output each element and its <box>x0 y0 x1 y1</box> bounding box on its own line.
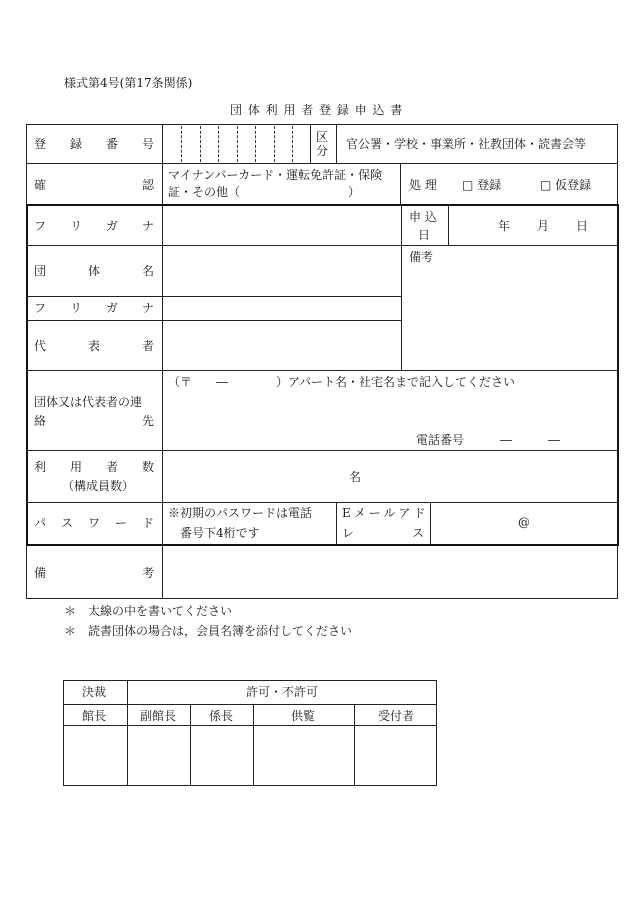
digit-divider <box>292 126 293 162</box>
approval-col-divider <box>127 680 128 786</box>
approval-col-circulation: 供覧 <box>291 709 316 723</box>
note-member-list: ＊ 読書団体の場合は，会員名簿を添付してください <box>64 624 353 638</box>
representative-label: 代 表 者 <box>34 339 154 353</box>
digit-divider <box>200 126 201 162</box>
member-count-label: （構成員数） <box>62 479 135 493</box>
approval-kessai-label: 決裁 <box>82 685 107 699</box>
approval-col-chief: 係長 <box>209 709 234 723</box>
user-count-label: 利 用 者 数 <box>34 460 154 474</box>
digit-divider <box>181 126 182 162</box>
verification-label: 確 認 <box>34 178 154 192</box>
digit-divider <box>218 126 219 162</box>
email-at-sign[interactable]: @ <box>518 515 530 529</box>
representative-furigana-label: フ リ ガ ナ <box>34 301 154 315</box>
group-name-label: 団 体 名 <box>34 264 154 278</box>
phone-number-field[interactable]: 電話番号 ― ― <box>416 433 561 447</box>
approval-decision[interactable]: 許可・不許可 <box>246 685 319 699</box>
digit-divider <box>274 126 275 162</box>
email-label-line2: レ ス <box>342 526 424 540</box>
form-title: 団 体 利 用 者 登 録 申 込 書 <box>230 103 404 117</box>
application-date-label-top: 申 込 <box>409 210 437 224</box>
date-month[interactable]: 月 <box>537 219 550 233</box>
note-thick-border: ＊ 太線の中を書いてください <box>64 604 233 618</box>
approval-col-divider <box>253 704 254 786</box>
user-count-unit[interactable]: 名 <box>349 470 362 484</box>
kubun-label-top: 区 <box>316 130 329 144</box>
verification-docs-line2[interactable]: 証・その他（ ） <box>168 185 361 199</box>
cell-divider <box>336 124 337 163</box>
date-day[interactable]: 日 <box>576 219 589 233</box>
inner-remarks-label: 備考 <box>409 250 434 264</box>
date-year[interactable]: 年 <box>498 219 511 233</box>
approval-row-divider <box>63 704 437 705</box>
cell-divider <box>310 124 311 163</box>
approval-col-vice-director: 副館長 <box>140 709 177 723</box>
approval-col-divider <box>354 704 355 786</box>
verification-docs-line1[interactable]: マイナンバーカード・運転免許証・保険 <box>168 168 383 182</box>
register-checkbox[interactable]: □ 登録 <box>462 178 502 192</box>
kubun-options[interactable]: 官公署・学校・事業所・社教団体・読書会等 <box>346 137 587 151</box>
kubun-label-bottom: 分 <box>316 144 329 158</box>
contact-label-line2: 絡 先 <box>34 414 154 428</box>
form-number: 様式第4号(第17条関係) <box>64 76 193 90</box>
password-label: パ ス ワ ー ド <box>34 516 154 530</box>
application-date-label-bottom: 日 <box>418 228 431 242</box>
furigana-label: フ リ ガ ナ <box>34 219 154 233</box>
password-note-line1: ※初期のパスワードは電話 <box>168 506 313 520</box>
contact-label-line1: 団体又は代表者の連 <box>34 395 143 409</box>
approval-row-divider <box>63 725 437 726</box>
digit-divider <box>237 126 238 162</box>
processing-label: 処 理 <box>409 178 437 192</box>
email-label-line1: Eメールアド <box>342 506 429 520</box>
password-note-line2: 番号下4桁です <box>180 526 260 540</box>
approval-col-divider <box>190 704 191 786</box>
cell-divider <box>400 163 401 205</box>
address-input-hint[interactable]: （〒 ― ）アパート名・社宅名まで記入してください <box>168 375 516 389</box>
row-divider <box>26 163 618 164</box>
digit-divider <box>255 126 256 162</box>
provisional-register-checkbox[interactable]: □ 仮登録 <box>540 178 592 192</box>
registration-number-label: 登 録 番 号 <box>34 137 154 151</box>
approval-col-receptionist: 受付者 <box>378 709 415 723</box>
remarks-label: 備 考 <box>34 566 154 580</box>
approval-col-director: 館長 <box>82 709 107 723</box>
